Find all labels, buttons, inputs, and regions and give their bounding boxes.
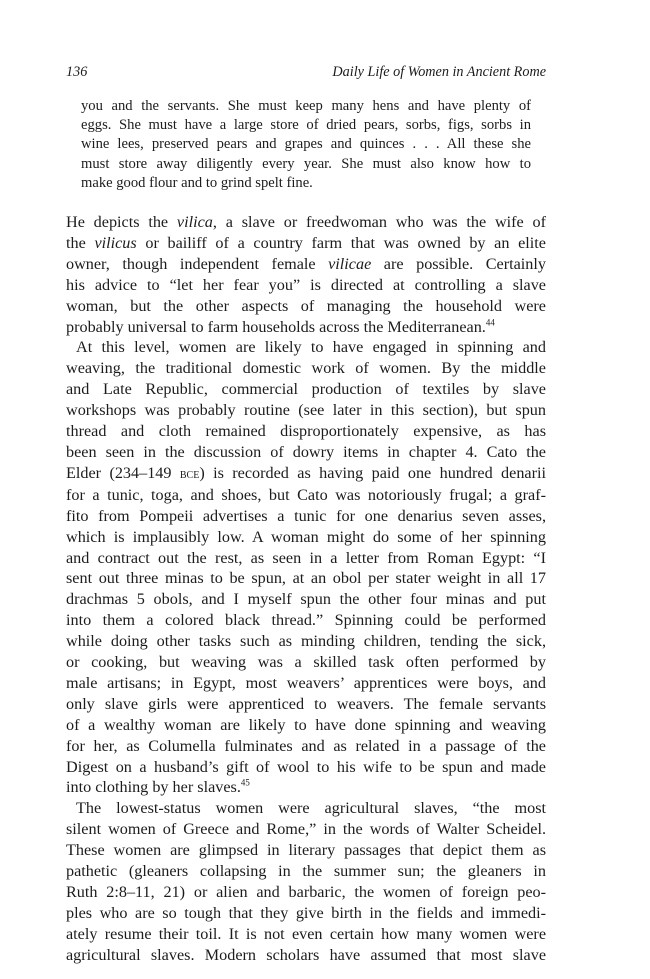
paragraph-2-line: and Late Republic, commercial production of textiles by slave bbox=[66, 380, 546, 399]
paragraph-3-line: These women are glimpsed in literary passages that depict them as bbox=[66, 841, 546, 860]
footnote-marker: 44 bbox=[485, 317, 495, 328]
paragraph-3-line: ples who are so tough that they give birth in the fields and immedi- bbox=[66, 903, 546, 922]
paragraph-3-line: Ruth 2:8–11, 21) or alien and barbaric, the women of foreign peo- bbox=[66, 883, 546, 901]
paragraph-2-line: been seen in the discussion of dowry items in chapter 4. Cato the bbox=[66, 442, 546, 461]
quote-line: wine lees, preserved pears and grapes and quinces . . . All these she bbox=[81, 136, 531, 153]
paragraph-2-line: sent out three minas to be spun, at an obol per stater weight in all 17 bbox=[66, 569, 546, 588]
paragraph-2-line: into clothing by her slaves.$^{45}$ bbox=[66, 778, 250, 797]
paragraph-2-line: At this level, women are likely to have engaged in spinning and bbox=[76, 338, 546, 357]
italic-term: vilicae bbox=[328, 254, 372, 273]
paragraph-3-line: agricultural slaves. Modern scholars have assumed that most slave bbox=[66, 945, 546, 964]
italic-term: vilica bbox=[176, 213, 213, 231]
paragraph-2-line: Elder (234–149 bce) is recorded as having paid one hundred denarii bbox=[66, 463, 546, 482]
paragraph-2-line: which is implausibly low. A woman might do some of her spinning bbox=[66, 527, 546, 546]
paragraph-2-line: male artisans; in Egypt, most weavers’ apprentices were boys, and bbox=[66, 673, 546, 692]
running-header bbox=[66, 64, 546, 84]
paragraph-2-line: or cooking, but weaving was a skilled task often performed by bbox=[66, 653, 546, 672]
paragraph-2-line: for her, as Columella fulminates and as related in a passage of the bbox=[66, 736, 546, 755]
paragraph-2-line: and contract out the rest, as seen in a letter from Roman Egypt: “I bbox=[66, 548, 546, 567]
footnote-marker: 45 bbox=[240, 778, 250, 789]
paragraph-1-line: probably universal to farm households across the Mediterranean.$^{44}$ bbox=[66, 317, 495, 336]
paragraph-1-line: He depicts the vilica, a slave or freedwoman who was the wife of bbox=[66, 213, 546, 231]
paragraph-1-line: woman, but the other aspects of managing the household were bbox=[66, 296, 546, 315]
body-text bbox=[66, 212, 546, 966]
page-number: 136 bbox=[66, 64, 88, 80]
running-title: Daily Life of Women in Ancient Rome bbox=[332, 64, 546, 80]
paragraph-2-line: fito from Pompeii advertises a tunic for one denarius seven asses, bbox=[66, 506, 546, 525]
paragraph-3-line: The lowest-status women were agricultural slaves, “the most bbox=[76, 799, 546, 818]
paragraph-2-line: only slave girls were apprenticed to weavers. The female servants bbox=[66, 694, 546, 713]
quote-line: make good flour and to grind spelt fine. bbox=[81, 174, 313, 191]
paragraph-2-line: for a tunic, toga, and shoes, but Cato was notoriously frugal; a graf- bbox=[66, 485, 546, 504]
era-abbreviation: bce bbox=[179, 465, 200, 482]
block-quote bbox=[81, 97, 531, 193]
paragraph-2-line: while doing other tasks such as minding children, tending the sick, bbox=[66, 632, 546, 651]
paragraph-2-line: weaving, the traditional domestic work of women. By the middle bbox=[66, 359, 546, 378]
paragraph-1-line: his advice to “let her fear you” is directed at controlling a slave bbox=[66, 275, 546, 294]
quote-line: you and the servants. She must keep many hens and have plenty of bbox=[81, 98, 531, 114]
quote-line: must store away diligently every year. She must also know how to bbox=[81, 155, 531, 172]
paragraph-2-line: drachmas 5 obols, and I myself spun the other four minas and put bbox=[66, 590, 546, 609]
quote-line: eggs. She must have a large store of dried pears, sorbs, figs, sorbs in bbox=[81, 117, 531, 134]
paragraph-2-line: Digest on a husband’s gift of wool to his wife to be spun and made bbox=[66, 757, 546, 776]
paragraph-2-line: into them a colored black thread.” Spinning could be performed bbox=[66, 611, 546, 630]
italic-term: vilicus bbox=[94, 233, 137, 252]
paragraph-3-line: ately resume their toil. It is not even certain how many women were bbox=[66, 924, 546, 943]
paragraph-3-line: pathetic (gleaners collapsing in the summer sun; the gleaners in bbox=[66, 862, 546, 881]
paragraph-2-line: of a wealthy woman are likely to have done spinning and weaving bbox=[66, 715, 546, 734]
paragraph-3-line: silent women of Greece and Rome,” in the words of Walter Scheidel. bbox=[66, 820, 546, 839]
paragraph-2-line: thread and cloth remained disproportionately expensive, as has bbox=[66, 422, 546, 441]
paragraph-2-line: workshops was probably routine (see later in this section), but spun bbox=[66, 401, 546, 420]
paragraph-1-line: owner, though independent female vilicae are possible. Certainly bbox=[66, 254, 546, 273]
paragraph-1-line: the vilicus or bailiff of a country farm that was owned by an elite bbox=[66, 233, 546, 252]
